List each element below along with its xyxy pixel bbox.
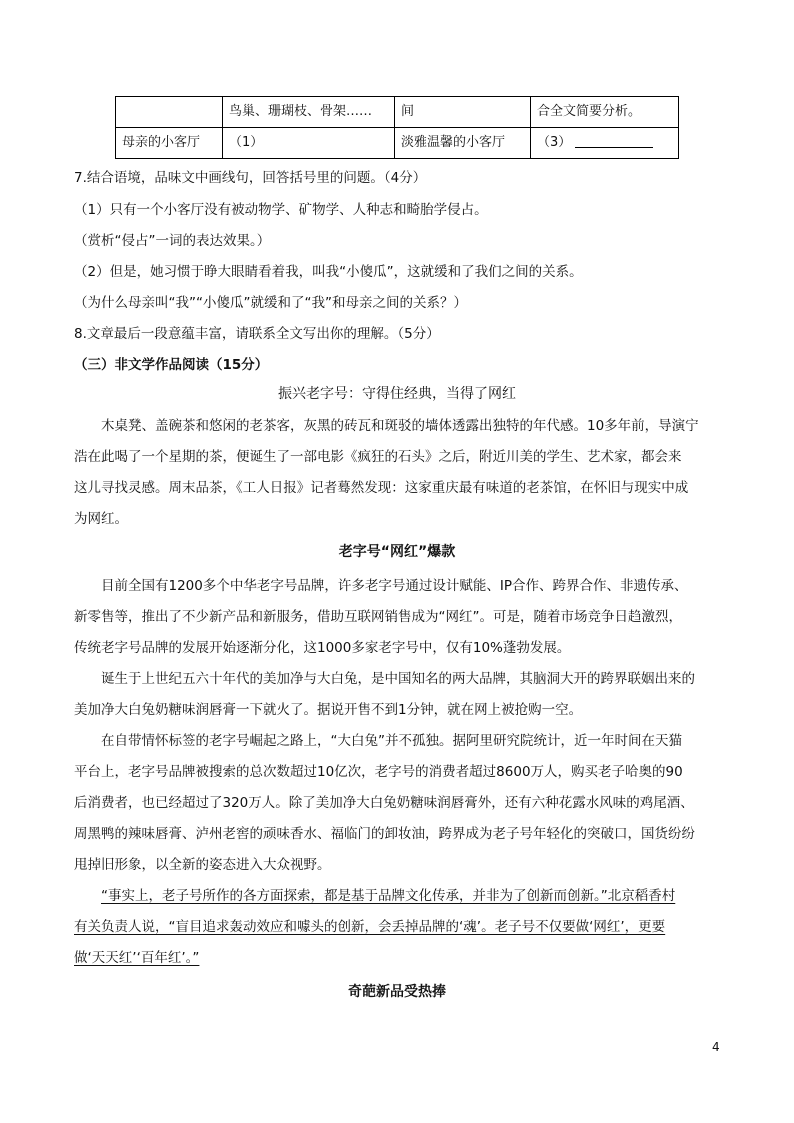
paragraph-line: 为网红。 (74, 511, 128, 527)
table-cell: 淡雅温馨的小客厅 (395, 128, 531, 159)
article-intro (74, 411, 720, 535)
table-cell: 合全文简要分析。 (531, 97, 679, 128)
subheading-1: 老字号“网红”爆款 (338, 544, 456, 560)
page-number: 4 (712, 1040, 720, 1054)
paragraph-line (74, 943, 720, 974)
underlined-text: 有关负责人说，“盲目追求轰动效应和噱头的创新，会丢掉品牌的‘魂’。老子号不仅要做‘网红’，更要 (74, 919, 666, 935)
question-8: 8.文章最后一段意蕴丰富，请联系全文写出你的理解。（5分） (74, 326, 440, 342)
blank-label: （3） (537, 135, 572, 150)
paragraph-line: 木桌凳、盖碗茶和悠闲的老茶客，灰黑的砖瓦和斑驳的墙体透露出独特的年代感。10多年前，导演宁 (101, 418, 699, 434)
paragraph-line (74, 881, 720, 912)
table-row (116, 97, 679, 128)
underlined-text: “事实上，老子号所作的各方面探索，都是基于品牌文化传承，并非为了创新而创新。”北京稻香村 (101, 888, 676, 904)
analysis-table (115, 96, 679, 159)
question-7-2: （2）但是，她习惯于睁大眼睛看着我，叫我“小傻瓜”，这就缓和了我们之间的关系。 (74, 264, 583, 280)
paragraph-line: 平台上，老字号品牌被搜索的总次数超过10亿次，老字号的消费者超过8600万人，购买老子哈奥的90 (74, 764, 683, 780)
table-cell: （1） (223, 128, 395, 159)
paragraph-line: 甩掉旧形象，以全新的姿态进入大众视野。 (74, 857, 331, 873)
underlined-text: 做‘天天红’‘百年红’。” (74, 950, 200, 966)
subheading-2: 奇葩新品受热捧 (348, 984, 446, 1000)
paragraph-line: 传统老字号品牌的发展开始逐渐分化，这1000多家老字号中，仅有10%蓬勃发展。 (74, 640, 571, 656)
paragraph-line: 这儿寻找灵感。周末品茶，《工人日报》记者蓦然发现：这家重庆最有味道的老茶馆，在怀旧与现实中成 (74, 480, 689, 496)
article-paragraph-2 (74, 664, 720, 726)
article-paragraph-4-underlined (74, 881, 720, 974)
paragraph-line: 后消费者，也已经超过了320万人。除了美加净大白兔奶糖味润唇膏外，还有六种花露水风味的鸡尾酒、 (74, 795, 694, 811)
article-paragraph-3 (74, 726, 720, 881)
question-7: 7.结合语境，品味文中画线句，回答括号里的问题。（4分） (74, 170, 427, 186)
article-paragraph-1 (74, 571, 720, 664)
paragraph-line: 周黑鸭的辣味唇膏、泸州老窖的顽味香水、福临门的卸妆油，跨界成为老子号年轻化的突破口，国货纷纷 (74, 826, 695, 842)
paragraph-line (74, 912, 720, 943)
table-cell (116, 97, 223, 128)
article-title: 振兴老字号：守得住经典，当得了网红 (278, 386, 516, 402)
paragraph-line: 诞生于上世纪五六十年代的美加净与大白兔，是中国知名的两大品牌，其脑洞大开的跨界联姻出来的 (101, 671, 695, 687)
paragraph-line: 在自带情怀标签的老字号崛起之路上，“大白兔”并不孤独。据阿里研究院统计，近一年时间在天猫 (101, 733, 682, 749)
section-heading: （三）非文学作品阅读（15分） (74, 357, 269, 373)
table-cell: 母亲的小客厅 (116, 128, 223, 159)
paragraph-line: 浩在此喝了一个星期的茶，便诞生了一部电影《疯狂的石头》之后，附近川美的学生、艺术家，都会来 (74, 449, 682, 465)
paragraph-line: 目前全国有1200多个中华老字号品牌，许多老字号通过设计赋能、IP合作、跨界合作、非遗传承、 (101, 578, 688, 594)
table-row (116, 128, 679, 159)
paragraph-line: 美加净大白兔奶糖味润唇膏一下就火了。据说开售不到1分钟，就在网上被抢购一空。 (74, 702, 583, 718)
table-cell: 鸟巢、珊瑚枝、骨架…… (223, 97, 395, 128)
question-7-1-hint: （赏析“侵占”一词的表达效果。） (74, 233, 271, 249)
paragraph-line: 新零售等，推出了不少新产品和新服务，借助互联网销售成为“网红”。可是，随着市场竞争日趋激烈， (74, 609, 682, 625)
table-cell: 间 (395, 97, 531, 128)
table-cell-blank (531, 128, 679, 159)
question-7-2-hint: （为什么母亲叫“我”“小傻瓜”就缓和了“我”和母亲之间的关系？） (74, 295, 467, 311)
answer-blank (575, 133, 653, 148)
question-7-1: （1）只有一个小客厅没有被动物学、矿物学、人种志和畸胎学侵占。 (74, 202, 488, 218)
